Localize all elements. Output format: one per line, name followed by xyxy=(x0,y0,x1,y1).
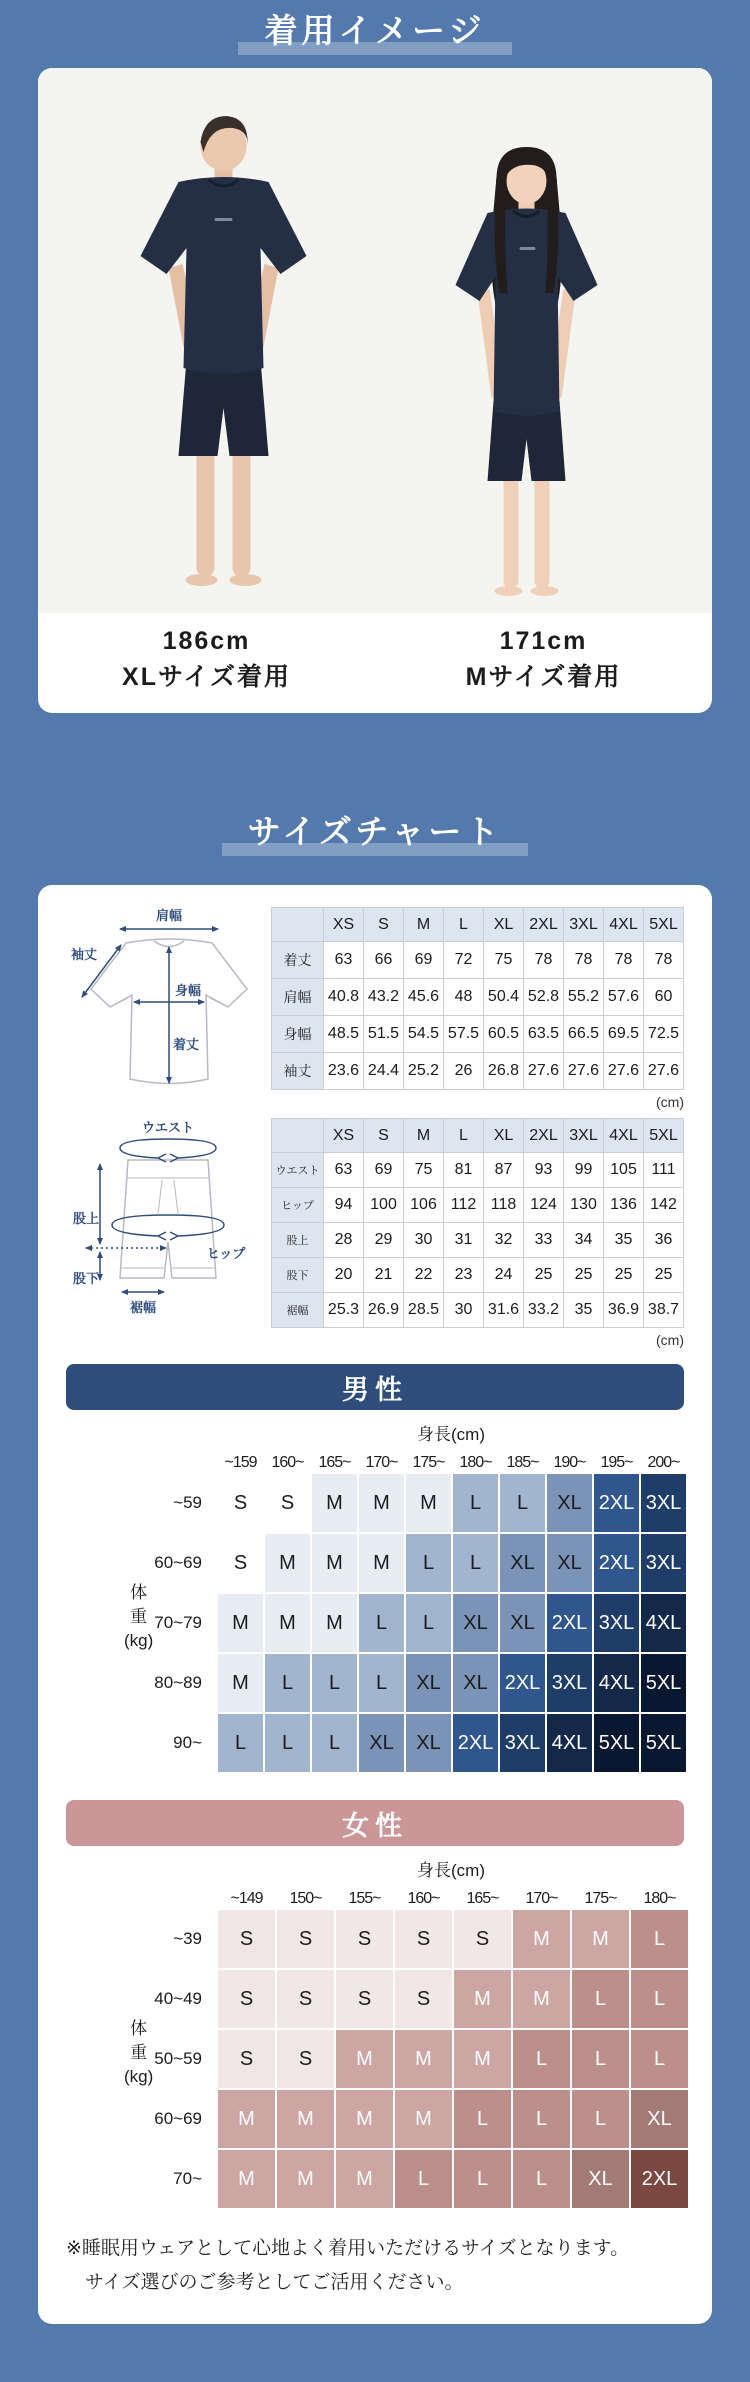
model-label-woman xyxy=(375,625,712,693)
measurement-value: 72.5 xyxy=(644,1016,684,1053)
measurement-value: 24.4 xyxy=(364,1053,404,1090)
table-row xyxy=(272,1016,684,1053)
matrix-row-label: ~59 xyxy=(173,1493,202,1512)
measurement-value: 69 xyxy=(404,942,444,979)
matrix-cell: M xyxy=(312,1474,357,1532)
measurement-value: 78 xyxy=(564,942,604,979)
matrix-cell: M xyxy=(359,1474,404,1532)
measurement-value: 63 xyxy=(324,1153,364,1188)
women-header-bar xyxy=(66,1800,684,1846)
measurement-value: 31 xyxy=(444,1223,484,1258)
size-column-header: S xyxy=(364,908,404,942)
matrix-col-header: ~159 xyxy=(224,1454,257,1471)
size-column-header: 5XL xyxy=(644,908,684,942)
matrix-col-header: ~149 xyxy=(230,1890,263,1907)
measurement-value: 75 xyxy=(404,1153,444,1188)
table-corner-cell xyxy=(272,1119,324,1153)
size-column-header: XS xyxy=(324,908,364,942)
measurement-value: 55.2 xyxy=(564,979,604,1016)
matrix-col-header: 200~ xyxy=(647,1454,680,1471)
measurement-value: 25.3 xyxy=(324,1293,364,1328)
measurement-value: 22 xyxy=(404,1258,444,1293)
men-header-label: 男性 xyxy=(342,1374,408,1405)
measurement-value: 63 xyxy=(324,942,364,979)
measurement-value: 34 xyxy=(564,1223,604,1258)
weight-axis-label: 体 重 (kg) xyxy=(124,2019,154,2087)
bottoms-measure-row xyxy=(66,1118,684,1350)
matrix-row-label: 50~59 xyxy=(154,2049,202,2068)
tops-diagram-sleeve-label: 袖丈 xyxy=(70,947,98,962)
matrix-cell: 2XL xyxy=(594,1534,639,1592)
matrix-cell: XL xyxy=(453,1594,498,1652)
matrix-cell: M xyxy=(454,2030,511,2088)
matrix-cell: 3XL xyxy=(641,1474,686,1532)
matrix-cell: 2XL xyxy=(594,1474,639,1532)
matrix-cell: S xyxy=(336,1910,393,1968)
matrix-cell: S xyxy=(277,2030,334,2088)
model-size-label: Mサイズ着用 xyxy=(465,663,622,691)
measurement-value: 26.8 xyxy=(484,1053,524,1090)
matrix-cell: M xyxy=(265,1534,310,1592)
size-column-header: S xyxy=(364,1119,404,1153)
measurement-value: 28.5 xyxy=(404,1293,444,1328)
matrix-cell: XL xyxy=(500,1534,545,1592)
size-column-header: M xyxy=(404,1119,444,1153)
measurement-value: 23 xyxy=(444,1258,484,1293)
measurement-value: 78 xyxy=(604,942,644,979)
matrix-cell: 4XL xyxy=(594,1654,639,1712)
size-chart-title-text: サイズチャート xyxy=(247,813,503,850)
matrix-cell: XL xyxy=(359,1714,404,1772)
measurement-value: 26.9 xyxy=(364,1293,404,1328)
measurement-value: 69 xyxy=(364,1153,404,1188)
measurement-value: 40.8 xyxy=(324,979,364,1016)
measurement-value: 25 xyxy=(564,1258,604,1293)
matrix-cell: S xyxy=(454,1910,511,1968)
model-labels xyxy=(38,613,712,713)
measurement-row-label: 裾幅 xyxy=(272,1293,324,1328)
measurement-value: 21 xyxy=(364,1258,404,1293)
matrix-col-header: 195~ xyxy=(600,1454,633,1471)
measurement-value: 136 xyxy=(604,1188,644,1223)
matrix-cell: XL xyxy=(406,1654,451,1712)
measurement-value: 78 xyxy=(644,942,684,979)
matrix-cell: XL xyxy=(631,2090,688,2148)
matrix-row-label: 70~79 xyxy=(154,1613,202,1632)
matrix-cell: S xyxy=(280,1491,295,1514)
measurement-value: 36 xyxy=(644,1223,684,1258)
table-row xyxy=(272,1188,684,1223)
size-column-header: 3XL xyxy=(564,1119,604,1153)
matrix-cell: M xyxy=(265,1594,310,1652)
size-column-header: L xyxy=(444,1119,484,1153)
matrix-cell: L xyxy=(359,1654,404,1712)
measurement-value: 142 xyxy=(644,1188,684,1223)
men-matrix-block xyxy=(66,1420,684,1772)
tops-measure-row xyxy=(66,907,684,1112)
measurement-value: 25 xyxy=(524,1258,564,1293)
matrix-cell: L xyxy=(513,2030,570,2088)
matrix-cell: S xyxy=(218,1970,275,2028)
table-row xyxy=(272,1293,684,1328)
matrix-cell: M xyxy=(336,2150,393,2208)
matrix-cell: 3XL xyxy=(641,1534,686,1592)
matrix-col-header: 170~ xyxy=(365,1454,398,1471)
matrix-cell: L xyxy=(513,2090,570,2148)
matrix-cell: 2XL xyxy=(453,1714,498,1772)
height-axis-label: 身長(cm) xyxy=(417,1425,485,1444)
measurement-row-label: 股下 xyxy=(272,1258,324,1293)
unit-label: (cm) xyxy=(656,1094,684,1110)
model-height-label: 171cm xyxy=(499,627,588,655)
matrix-cell: L xyxy=(406,1594,451,1652)
measurement-row-label: 身幅 xyxy=(272,1016,324,1053)
women-size-matrix xyxy=(66,1884,684,2208)
matrix-cell: S xyxy=(395,1910,452,1968)
footnote xyxy=(66,2232,684,2300)
measurement-value: 60.5 xyxy=(484,1016,524,1053)
measurement-value: 30 xyxy=(404,1223,444,1258)
matrix-cell: L xyxy=(453,1474,498,1532)
matrix-row-label: 60~69 xyxy=(154,2109,202,2128)
unit-label: (cm) xyxy=(656,1332,684,1348)
model-figure-woman xyxy=(409,143,644,613)
height-axis-label: 身長(cm) xyxy=(417,1861,485,1880)
bottoms-diagram-hip-label: ヒップ xyxy=(206,1246,246,1261)
measurement-value: 35 xyxy=(564,1293,604,1328)
matrix-cell: S xyxy=(218,2030,275,2088)
measurement-value: 25 xyxy=(604,1258,644,1293)
measurement-value: 27.6 xyxy=(644,1053,684,1090)
model-figure-man xyxy=(106,108,341,613)
matrix-cell: 5XL xyxy=(641,1654,686,1712)
measurement-value: 43.2 xyxy=(364,979,404,1016)
matrix-cell: 2XL xyxy=(631,2150,688,2208)
bottoms-diagram xyxy=(66,1118,271,1343)
matrix-cell: XL xyxy=(453,1654,498,1712)
measurement-value: 72 xyxy=(444,942,484,979)
matrix-cell: M xyxy=(359,1534,404,1592)
matrix-row-label: 40~49 xyxy=(154,1989,202,2008)
matrix-cell: L xyxy=(631,1910,688,1968)
measurement-value: 112 xyxy=(444,1188,484,1223)
measurement-value: 94 xyxy=(324,1188,364,1223)
measurement-value: 28 xyxy=(324,1223,364,1258)
size-column-header: XS xyxy=(324,1119,364,1153)
matrix-cell: S xyxy=(233,1491,248,1514)
matrix-cell: 3XL xyxy=(500,1714,545,1772)
measurement-value: 57.5 xyxy=(444,1016,484,1053)
men-size-matrix xyxy=(66,1448,684,1772)
measurement-value: 63.5 xyxy=(524,1016,564,1053)
model-label-man xyxy=(38,625,375,693)
measurement-value: 24 xyxy=(484,1258,524,1293)
model-photo-area xyxy=(38,68,712,613)
measurement-value: 33.2 xyxy=(524,1293,564,1328)
matrix-col-header: 170~ xyxy=(525,1890,558,1907)
matrix-cell: L xyxy=(359,1594,404,1652)
matrix-cell: M xyxy=(572,1910,629,1968)
measurement-value: 105 xyxy=(604,1153,644,1188)
measurement-value: 20 xyxy=(324,1258,364,1293)
model-height-label: 186cm xyxy=(162,627,251,655)
matrix-cell: M xyxy=(218,1654,263,1712)
measurement-value: 124 xyxy=(524,1188,564,1223)
matrix-cell: M xyxy=(406,1474,451,1532)
measurement-value: 27.6 xyxy=(604,1053,644,1090)
matrix-cell: S xyxy=(336,1970,393,2028)
bottoms-diagram-rise-label: 股上 xyxy=(72,1211,100,1226)
measurement-value: 78 xyxy=(524,942,564,979)
matrix-cell: XL xyxy=(406,1714,451,1772)
size-chart-card xyxy=(38,885,712,2324)
matrix-cell: L xyxy=(454,2090,511,2148)
matrix-cell: L xyxy=(513,2150,570,2208)
matrix-cell: M xyxy=(218,2150,275,2208)
matrix-cell: 3XL xyxy=(594,1594,639,1652)
size-column-header: XL xyxy=(484,908,524,942)
size-chart-section-title xyxy=(0,809,750,855)
measurement-value: 111 xyxy=(644,1153,684,1188)
matrix-cell: L xyxy=(312,1654,357,1712)
measurement-value: 118 xyxy=(484,1188,524,1223)
measurement-value: 31.6 xyxy=(484,1293,524,1328)
measurement-value: 54.5 xyxy=(404,1016,444,1053)
matrix-row-label: 90~ xyxy=(173,1733,202,1752)
table-row xyxy=(272,1258,684,1293)
matrix-corner xyxy=(66,1448,216,1472)
matrix-col-header: 185~ xyxy=(506,1454,539,1471)
measurement-value: 69.5 xyxy=(604,1016,644,1053)
matrix-cell: 2XL xyxy=(500,1654,545,1712)
model-size-label: XLサイズ着用 xyxy=(122,663,291,691)
matrix-cell: L xyxy=(406,1534,451,1592)
table-row xyxy=(272,979,684,1016)
measurement-value: 106 xyxy=(404,1188,444,1223)
matrix-col-header: 160~ xyxy=(271,1454,304,1471)
size-column-header: 2XL xyxy=(524,1119,564,1153)
tops-size-table xyxy=(271,907,684,1090)
tops-diagram-width-label: 身幅 xyxy=(174,983,202,998)
bottoms-diagram-waist-label: ウエスト xyxy=(141,1120,195,1135)
measurement-value: 57.6 xyxy=(604,979,644,1016)
matrix-col-header: 190~ xyxy=(553,1454,586,1471)
weight-axis-label: 体 重 (kg) xyxy=(124,1583,154,1651)
matrix-col-header: 165~ xyxy=(466,1890,499,1907)
matrix-cell: M xyxy=(336,2030,393,2088)
matrix-cell: L xyxy=(500,1474,545,1532)
measurement-value: 66.5 xyxy=(564,1016,604,1053)
measurement-value: 45.6 xyxy=(404,979,444,1016)
measurement-value: 52.8 xyxy=(524,979,564,1016)
matrix-cell: 3XL xyxy=(547,1654,592,1712)
matrix-cell: 4XL xyxy=(641,1594,686,1652)
tops-diagram-shoulder-label: 肩幅 xyxy=(155,908,183,923)
footnote-line: サイズ選びのご参考としてご活用ください。 xyxy=(85,2272,464,2293)
table-row xyxy=(272,1153,684,1188)
size-column-header: 2XL xyxy=(524,908,564,942)
women-matrix-block xyxy=(66,1856,684,2208)
matrix-cell: M xyxy=(454,1970,511,2028)
measurement-value: 48 xyxy=(444,979,484,1016)
matrix-cell: S xyxy=(277,1970,334,2028)
measurement-value: 60 xyxy=(644,979,684,1016)
matrix-cell: L xyxy=(265,1654,310,1712)
measurement-value: 27.6 xyxy=(524,1053,564,1090)
measurement-value: 51.5 xyxy=(364,1016,404,1053)
size-column-header: XL xyxy=(484,1119,524,1153)
tops-diagram xyxy=(66,907,271,1107)
measurement-row-label: ヒップ xyxy=(272,1188,324,1223)
table-row xyxy=(272,942,684,979)
matrix-cell: L xyxy=(572,1970,629,2028)
matrix-cell: S xyxy=(233,1551,248,1574)
bottoms-diagram-hem-label: 裾幅 xyxy=(129,1300,157,1315)
matrix-cell: L xyxy=(218,1714,263,1772)
measurement-value: 66 xyxy=(364,942,404,979)
size-column-header: 4XL xyxy=(604,908,644,942)
size-column-header: 3XL xyxy=(564,908,604,942)
matrix-cell: M xyxy=(277,2150,334,2208)
measurement-value: 29 xyxy=(364,1223,404,1258)
measurement-value: 25 xyxy=(644,1258,684,1293)
measurement-value: 130 xyxy=(564,1188,604,1223)
measurement-value: 27.6 xyxy=(564,1053,604,1090)
measurement-row-label: 袖丈 xyxy=(272,1053,324,1090)
matrix-cell: M xyxy=(312,1594,357,1652)
table-row xyxy=(272,1223,684,1258)
men-header-bar xyxy=(66,1364,684,1410)
matrix-cell: XL xyxy=(547,1534,592,1592)
measurement-value: 35 xyxy=(604,1223,644,1258)
women-header-label: 女性 xyxy=(342,1810,408,1841)
measurement-value: 75 xyxy=(484,942,524,979)
matrix-col-header: 165~ xyxy=(318,1454,351,1471)
table-corner-cell xyxy=(272,908,324,942)
matrix-col-header: 175~ xyxy=(412,1454,445,1471)
matrix-cell: 4XL xyxy=(547,1714,592,1772)
matrix-cell: M xyxy=(395,2090,452,2148)
matrix-cell: L xyxy=(265,1714,310,1772)
measurement-value: 26 xyxy=(444,1053,484,1090)
matrix-cell: M xyxy=(218,1594,263,1652)
measurement-value: 99 xyxy=(564,1153,604,1188)
matrix-cell: M xyxy=(312,1534,357,1592)
measurement-value: 100 xyxy=(364,1188,404,1223)
matrix-cell: L xyxy=(631,2030,688,2088)
wearing-title-text: 着用イメージ xyxy=(264,12,486,49)
measurement-value: 81 xyxy=(444,1153,484,1188)
matrix-cell: M xyxy=(336,2090,393,2148)
matrix-col-header: 155~ xyxy=(348,1890,381,1907)
matrix-row-label: 60~69 xyxy=(154,1553,202,1572)
footnote-line: ※睡眠用ウェアとして心地よく着用いただけるサイズとなります。 xyxy=(66,2238,630,2259)
measurement-value: 50.4 xyxy=(484,979,524,1016)
matrix-cell: S xyxy=(277,1910,334,1968)
measurement-row-label: ウエスト xyxy=(272,1153,324,1188)
matrix-cell: XL xyxy=(500,1594,545,1652)
measurement-row-label: 着丈 xyxy=(272,942,324,979)
measurement-value: 36.9 xyxy=(604,1293,644,1328)
matrix-cell: M xyxy=(513,1970,570,2028)
size-column-header: 4XL xyxy=(604,1119,644,1153)
matrix-row-label: 70~ xyxy=(173,2169,202,2188)
matrix-cell: M xyxy=(513,1910,570,1968)
matrix-col-header: 180~ xyxy=(643,1890,676,1907)
measurement-value: 30 xyxy=(444,1293,484,1328)
matrix-cell: L xyxy=(453,1534,498,1592)
measurement-row-label: 股上 xyxy=(272,1223,324,1258)
size-column-header: 5XL xyxy=(644,1119,684,1153)
matrix-cell: S xyxy=(218,1910,275,1968)
matrix-col-header: 160~ xyxy=(407,1890,440,1907)
matrix-cell: XL xyxy=(547,1474,592,1532)
measurement-value: 38.7 xyxy=(644,1293,684,1328)
matrix-cell: L xyxy=(454,2150,511,2208)
measurement-value: 93 xyxy=(524,1153,564,1188)
matrix-cell: L xyxy=(572,2090,629,2148)
measurement-value: 23.6 xyxy=(324,1053,364,1090)
table-row xyxy=(272,1053,684,1090)
matrix-cell: L xyxy=(312,1714,357,1772)
bottoms-size-table xyxy=(271,1118,684,1328)
matrix-cell: 5XL xyxy=(594,1714,639,1772)
measurement-value: 33 xyxy=(524,1223,564,1258)
size-column-header: L xyxy=(444,908,484,942)
matrix-cell: M xyxy=(395,2030,452,2088)
matrix-cell: XL xyxy=(572,2150,629,2208)
matrix-col-header: 180~ xyxy=(459,1454,492,1471)
matrix-cell: 2XL xyxy=(547,1594,592,1652)
matrix-col-header: 150~ xyxy=(289,1890,322,1907)
matrix-cell: S xyxy=(395,1970,452,2028)
measurement-row-label: 肩幅 xyxy=(272,979,324,1016)
tops-diagram-length-label: 着丈 xyxy=(172,1037,200,1052)
measurement-value: 32 xyxy=(484,1223,524,1258)
matrix-cell: M xyxy=(218,2090,275,2148)
matrix-cell: M xyxy=(277,2090,334,2148)
matrix-row-label: ~39 xyxy=(173,1929,202,1948)
matrix-col-header: 175~ xyxy=(584,1890,617,1907)
bottoms-diagram-inseam-label: 股下 xyxy=(72,1271,100,1286)
matrix-cell: L xyxy=(572,2030,629,2088)
matrix-cell: 5XL xyxy=(641,1714,686,1772)
models-card xyxy=(38,68,712,713)
size-column-header: M xyxy=(404,908,444,942)
measurement-value: 25.2 xyxy=(404,1053,444,1090)
matrix-row-label: 80~89 xyxy=(154,1673,202,1692)
wearing-section-title xyxy=(0,0,750,54)
matrix-corner xyxy=(66,1884,216,1908)
measurement-value: 48.5 xyxy=(324,1016,364,1053)
matrix-cell: L xyxy=(395,2150,452,2208)
measurement-value: 87 xyxy=(484,1153,524,1188)
matrix-cell: L xyxy=(631,1970,688,2028)
